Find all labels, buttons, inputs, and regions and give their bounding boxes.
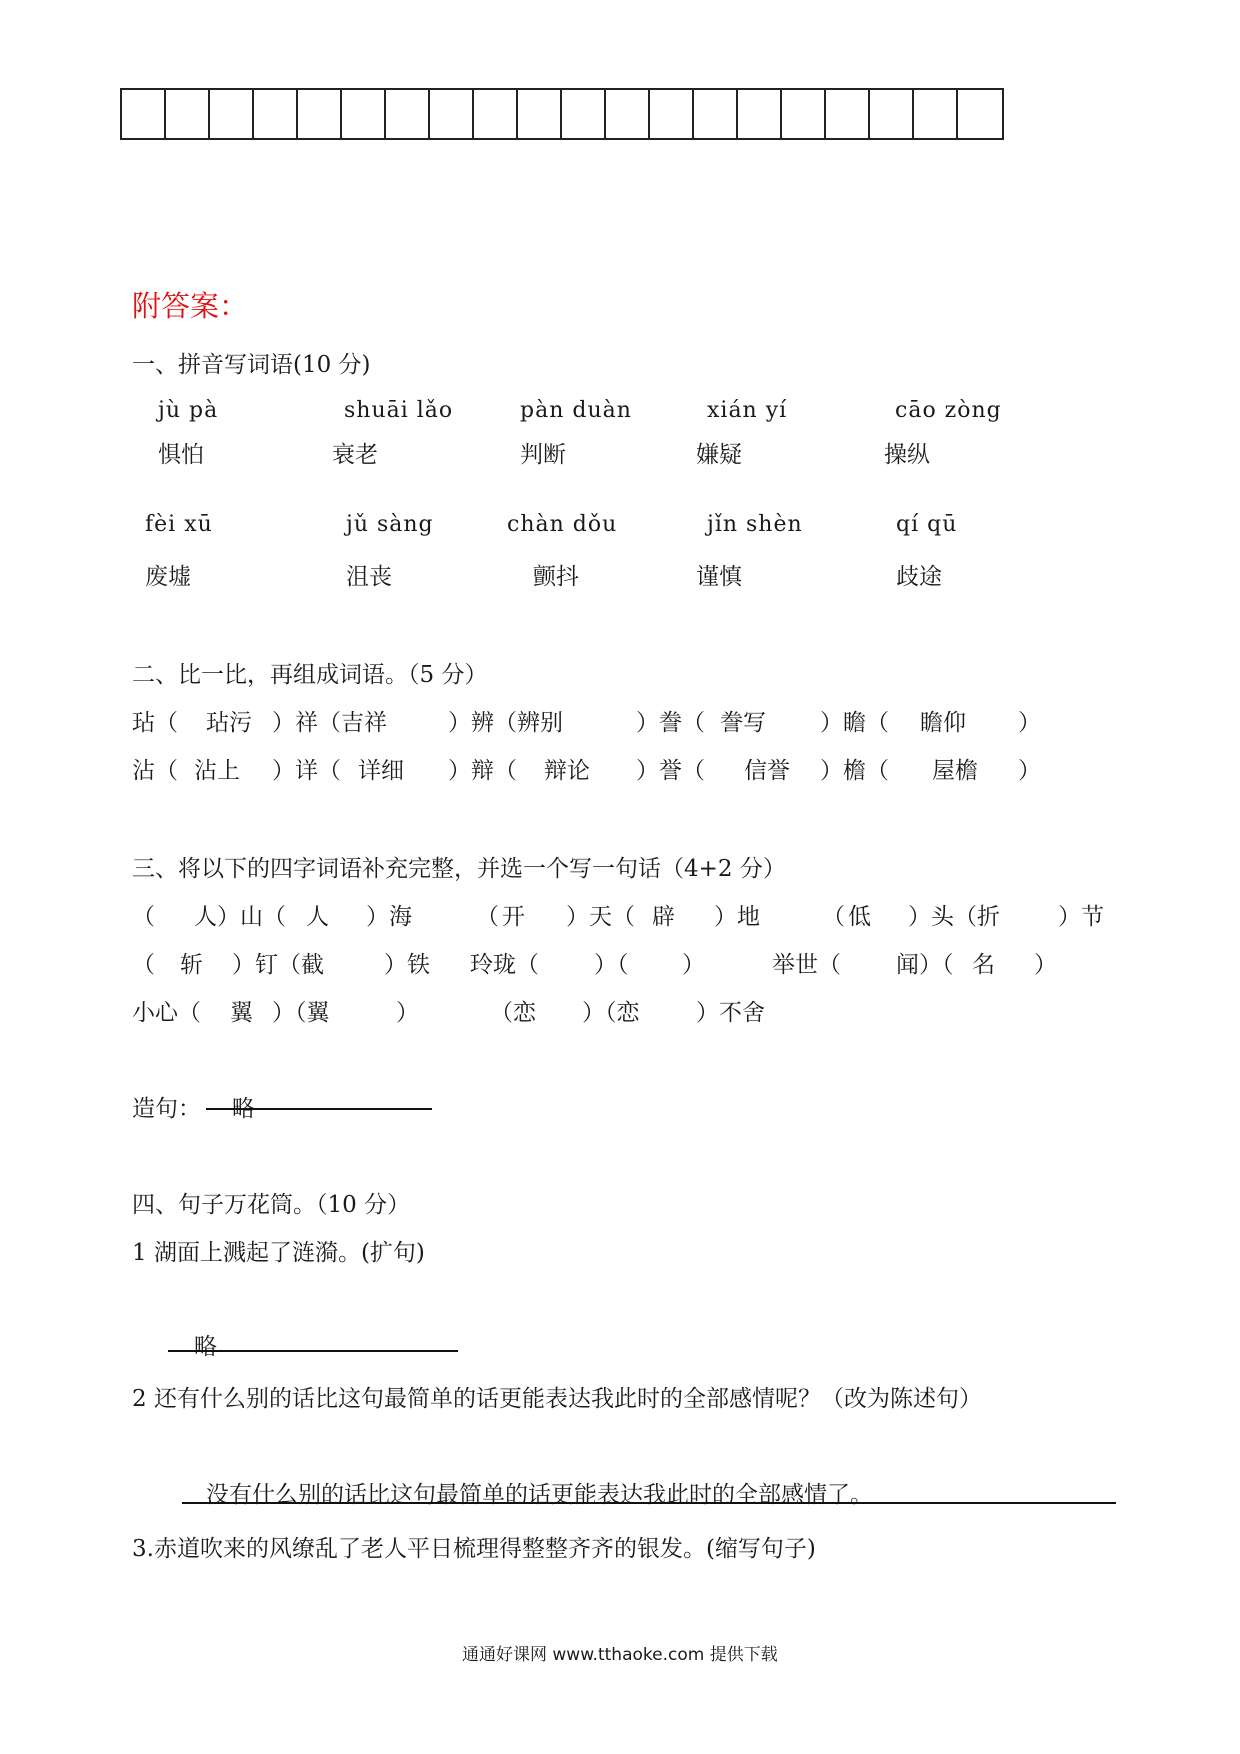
pinyin: xián yí xyxy=(707,398,788,423)
word: 废墟 xyxy=(145,564,191,590)
pinyin: chàn dǒu xyxy=(507,512,618,537)
grid-cell xyxy=(562,90,606,138)
pinyin: jǔ sàng xyxy=(346,512,434,537)
pinyin: jù pà xyxy=(158,398,219,423)
section4-title: 四、句子万花筒。（10 分） xyxy=(132,1192,411,1218)
word: 颤抖 xyxy=(533,564,579,590)
word: 衰老 xyxy=(332,442,378,468)
grid-cell xyxy=(870,90,914,138)
sentence-label: 造句： xyxy=(132,1096,201,1122)
footer-text: 通通好课网 www.tthaoke.com 提供下载 xyxy=(462,1645,778,1665)
question-3: 3.赤道吹来的风缭乱了老人平日梳理得整整齐齐的银发。(缩写句子) xyxy=(132,1536,816,1562)
word: 嫌疑 xyxy=(696,442,742,468)
grid-cell xyxy=(958,90,1002,138)
grid-cell xyxy=(518,90,562,138)
answer-2: 没有什么别的话比这句最简单的话更能表达我此时的全部感情了。 xyxy=(206,1482,873,1508)
grid-cell xyxy=(298,90,342,138)
grid-cell xyxy=(474,90,518,138)
pinyin: fèi xū xyxy=(145,512,213,537)
pinyin: jǐn shèn xyxy=(707,512,803,537)
grid-cell xyxy=(386,90,430,138)
grid-cell xyxy=(738,90,782,138)
pinyin: cāo zòng xyxy=(895,398,1002,423)
word: 谨慎 xyxy=(696,564,742,590)
writing-grid xyxy=(120,88,1004,140)
sentence-answer: 略 xyxy=(232,1096,255,1122)
answer-2-underline xyxy=(182,1502,1116,1504)
word: 沮丧 xyxy=(346,564,392,590)
word: 惧怕 xyxy=(158,442,204,468)
grid-cell xyxy=(254,90,298,138)
word: 操纵 xyxy=(884,442,930,468)
grid-cell xyxy=(782,90,826,138)
sentence-underline xyxy=(206,1108,432,1110)
grid-cell xyxy=(826,90,870,138)
grid-cell xyxy=(342,90,386,138)
question-1: 1 湖面上溅起了涟漪。(扩句) xyxy=(132,1240,425,1266)
grid-cell xyxy=(430,90,474,138)
grid-cell xyxy=(606,90,650,138)
grid-cell xyxy=(650,90,694,138)
pinyin: qí qū xyxy=(896,512,958,537)
section2-title: 二、比一比，再组成词语。（5 分） xyxy=(132,662,488,688)
word: 判断 xyxy=(520,442,566,468)
section1-title: 一、拼音写词语(10 分) xyxy=(132,352,371,378)
pinyin: shuāi lǎo xyxy=(344,398,454,423)
section3-title: 三、将以下的四字词语补充完整，并选一个写一句话（4+2 分） xyxy=(132,856,786,882)
word: 歧途 xyxy=(896,564,942,590)
grid-cell xyxy=(166,90,210,138)
answer-title: 附答案： xyxy=(132,289,249,323)
grid-cell xyxy=(914,90,958,138)
grid-cell xyxy=(694,90,738,138)
grid-cell xyxy=(122,90,166,138)
answer-1-underline xyxy=(168,1350,458,1352)
answer-1: 略 xyxy=(194,1334,217,1360)
pinyin: pàn duàn xyxy=(520,398,632,423)
question-2: 2 还有什么别的话比这句最简单的话更能表达我此时的全部感情呢？（改为陈述句） xyxy=(132,1386,982,1412)
grid-cell xyxy=(210,90,254,138)
